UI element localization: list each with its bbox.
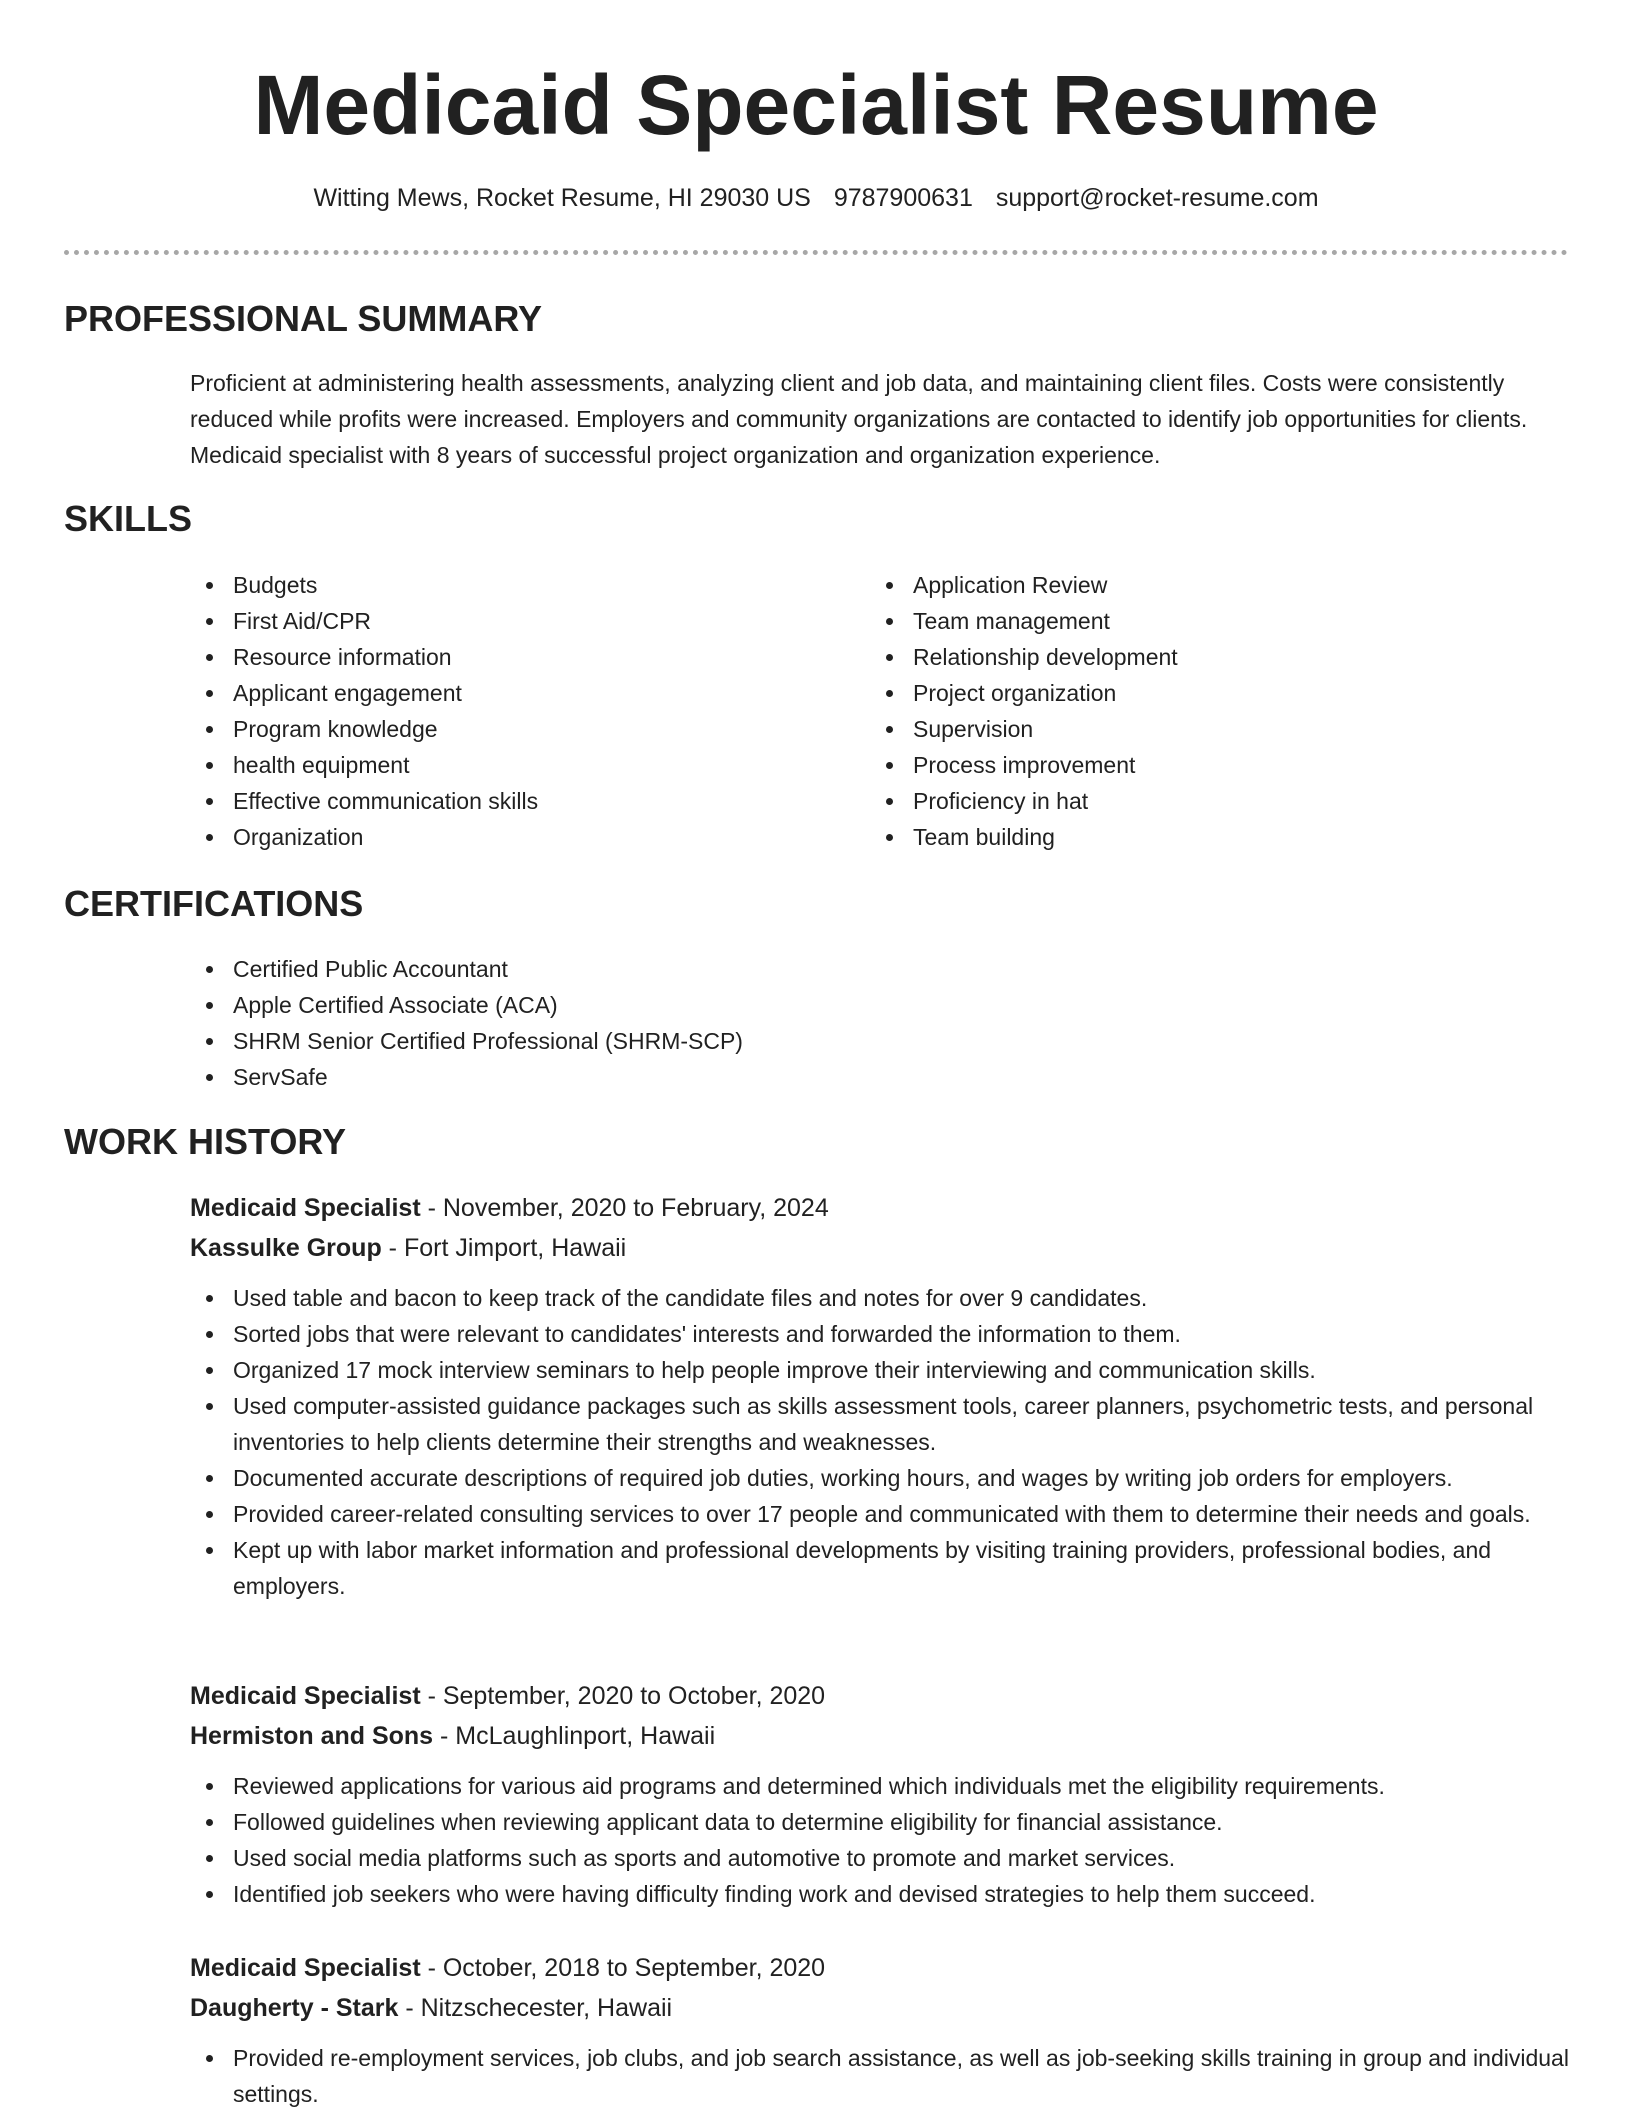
job-bullet: Identified job seekers who were having difficulty finding work and devised strategies to help them succeed.	[190, 1876, 1580, 1912]
job-company-line	[190, 1988, 1570, 2028]
job-entry	[190, 1676, 1570, 1912]
resume-title: Medicaid Specialist Resume	[253, 58, 1379, 152]
job-company: Daugherty - Stark	[190, 1994, 399, 2022]
job-bullet: Followed guidelines when reviewing applicant data to determine eligibility for financial assistance.	[190, 1804, 1580, 1840]
job-entry	[190, 1188, 1570, 1604]
job-company-line	[190, 1716, 1570, 1756]
job-dates: - October, 2018 to September, 2020	[420, 1954, 826, 1982]
job-location: - Fort Jimport, Hawaii	[381, 1234, 627, 1262]
job-dates: - November, 2020 to February, 2024	[420, 1194, 829, 1222]
contact-email: support@rocket-resume.com	[995, 184, 1319, 212]
job-bullet: Documented accurate descriptions of required job duties, working hours, and wages by writing job orders for employers.	[190, 1460, 1580, 1496]
job-bullets	[190, 2040, 1580, 2112]
summary-text: Proficient at administering health assessments, analyzing client and job data, and maintaining client files. Costs were consistently reduced while profits were increased. Employers and community organizations are contacted to identify job opportunities for clients. Medicaid specialist with 8 years of successful project organization and organization experience.	[190, 370, 1528, 468]
skill-item: Resource information	[190, 639, 830, 675]
job-title-line	[190, 1948, 1570, 1988]
job-title: Medicaid Specialist	[190, 1682, 421, 1710]
skill-item: Proficiency in hat	[870, 783, 1510, 819]
job-bullet: Used table and bacon to keep track of the candidate files and notes for over 9 candidates.	[190, 1280, 1580, 1316]
skill-item: Team building	[870, 819, 1510, 855]
job-bullet: Provided career-related consulting services to over 17 people and communicated with them to determine their needs and goals.	[190, 1496, 1580, 1532]
job-title-line	[190, 1188, 1570, 1228]
certifications-list	[190, 951, 1570, 1095]
skills-list-left	[190, 567, 830, 855]
job-title: Medicaid Specialist	[190, 1954, 421, 1982]
job-title: Medicaid Specialist	[190, 1194, 421, 1222]
certification-item: SHRM Senior Certified Professional (SHRM-SCP)	[190, 1023, 1570, 1059]
skill-item: Supervision	[870, 711, 1510, 747]
skill-item: Applicant engagement	[190, 675, 830, 711]
job-bullet: Sorted jobs that were relevant to candidates' interests and forwarded the information to them.	[190, 1316, 1580, 1352]
skill-item: health equipment	[190, 747, 830, 783]
job-company-line	[190, 1228, 1570, 1268]
contact-address: Witting Mews, Rocket Resume, HI 29030 US	[313, 184, 811, 212]
job-location: - McLaughlinport, Hawaii	[433, 1722, 716, 1750]
certifications-heading: CERTIFICATIONS	[64, 883, 364, 924]
skills-list-right	[870, 567, 1510, 855]
work-history-heading: WORK HISTORY	[64, 1121, 347, 1162]
job-dates: - September, 2020 to October, 2020	[420, 1682, 826, 1710]
job-location: - Nitzschecester, Hawaii	[398, 1994, 673, 2022]
summary-heading: PROFESSIONAL SUMMARY	[64, 298, 543, 339]
certification-item: ServSafe	[190, 1059, 1570, 1095]
job-bullet: Reviewed applications for various aid programs and determined which individuals met the eligibility requirements.	[190, 1768, 1580, 1804]
skill-item: Team management	[870, 603, 1510, 639]
header-divider	[64, 250, 1568, 255]
contact-line	[0, 178, 1632, 218]
job-company: Hermiston and Sons	[190, 1722, 434, 1750]
job-bullet: Used social media platforms such as sports and automotive to promote and market services.	[190, 1840, 1580, 1876]
job-bullet: Used computer-assisted guidance packages such as skills assessment tools, career planners, psychometric tests, and personal inventories to help clients determine their strengths and weaknesses.	[190, 1388, 1580, 1460]
skills-heading: SKILLS	[64, 498, 193, 539]
job-company: Kassulke Group	[190, 1234, 382, 1262]
job-bullet: Provided re-employment services, job clubs, and job search assistance, as well as job-seeking skills training in group and individual settings.	[190, 2040, 1580, 2112]
skill-item: Relationship development	[870, 639, 1510, 675]
skill-item: Process improvement	[870, 747, 1510, 783]
job-bullets	[190, 1768, 1580, 1912]
skill-item: Project organization	[870, 675, 1510, 711]
certification-item: Apple Certified Associate (ACA)	[190, 987, 1570, 1023]
job-entry	[190, 1948, 1570, 2112]
skill-item: First Aid/CPR	[190, 603, 830, 639]
skill-item: Program knowledge	[190, 711, 830, 747]
job-title-line	[190, 1676, 1570, 1716]
contact-phone: 9787900631	[833, 184, 973, 212]
job-bullet: Organized 17 mock interview seminars to help people improve their interviewing and communication skills.	[190, 1352, 1580, 1388]
skill-item: Effective communication skills	[190, 783, 830, 819]
job-bullet: Kept up with labor market information and professional developments by visiting training providers, professional bodies, and employers.	[190, 1532, 1580, 1604]
certification-item: Certified Public Accountant	[190, 951, 1570, 987]
skill-item: Budgets	[190, 567, 830, 603]
job-bullets	[190, 1280, 1580, 1604]
skill-item: Application Review	[870, 567, 1510, 603]
skill-item: Organization	[190, 819, 830, 855]
